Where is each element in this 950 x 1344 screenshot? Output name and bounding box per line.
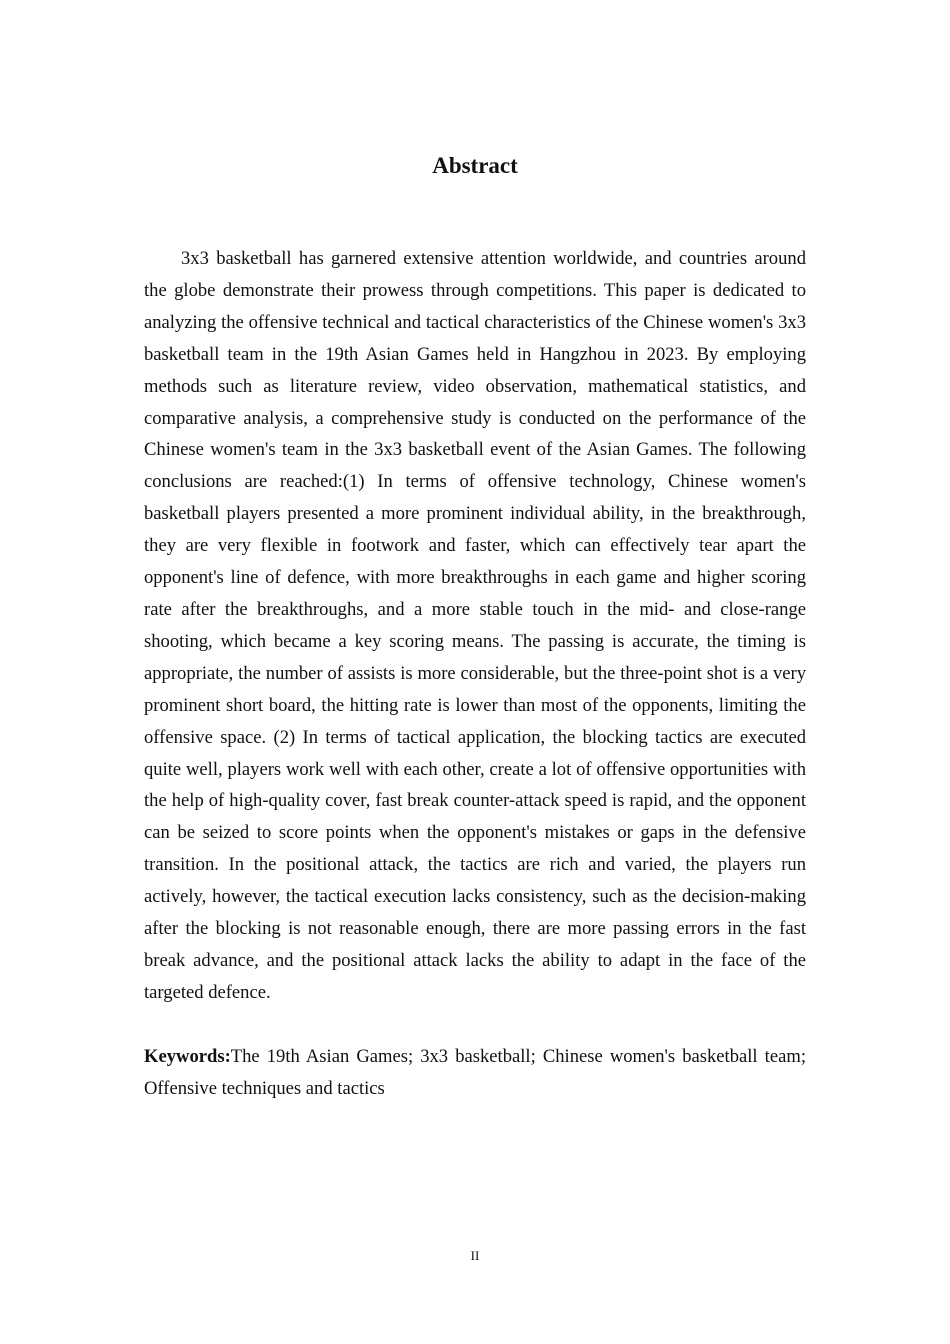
keywords-text: The 19th Asian Games; 3x3 basketball; Chinese women's basketball team; Offensive techniques and tactics (144, 1046, 806, 1099)
keywords-paragraph (144, 1041, 806, 1105)
page-number: II (470, 1248, 480, 1263)
keywords-label: Keywords: (144, 1046, 231, 1067)
page-title: Abstract (432, 153, 518, 178)
abstract-paragraph: 3x3 basketball has garnered extensive attention worldwide, and countries around the globe demonstrate their prowess through competitions. This paper is dedicated to analyzing the offensive technical and tactical characteristics of the Chinese women's 3x3 basketball team in the 19th Asian Games held in Hangzhou in 2023. By employing methods such as literature review, video observation, mathematical statistics, and comparative analysis, a comprehensive study is conducted on the performance of the Chinese women's team in the 3x3 basketball event of the Asian Games. The following conclusions are reached:(1) In terms of offensive technology, Chinese women's basketball players presented a more prominent individual ability, in the breakthrough, they are very flexible in footwork and faster, which can effectively tear apart the opponent's line of defence, with more breakthroughs in each game and higher scoring rate after the breakthroughs, and a more stable touch in the mid- and close-range shooting, which became a key scoring means. The passing is accurate, the timing is appropriate, the number of assists is more considerable, but the three-point shot is a very prominent short board, the hitting rate is lower than most of the opponents, limiting the offensive space. (2) In terms of tactical application, the blocking tactics are executed quite well, players work well with each other, create a lot of offensive opportunities with the help of high-quality cover, fast break counter-attack speed is rapid, and the opponent can be seized to score points when the opponent's mistakes or gaps in the defensive transition. In the positional attack, the tactics are rich and varied, the players run actively, however, the tactical execution lacks consistency, such as the decision-making after the blocking is not reasonable enough, there are more passing errors in the fast break advance, and the positional attack lacks the ability to adapt in the face of the targeted defence. (144, 248, 806, 1003)
